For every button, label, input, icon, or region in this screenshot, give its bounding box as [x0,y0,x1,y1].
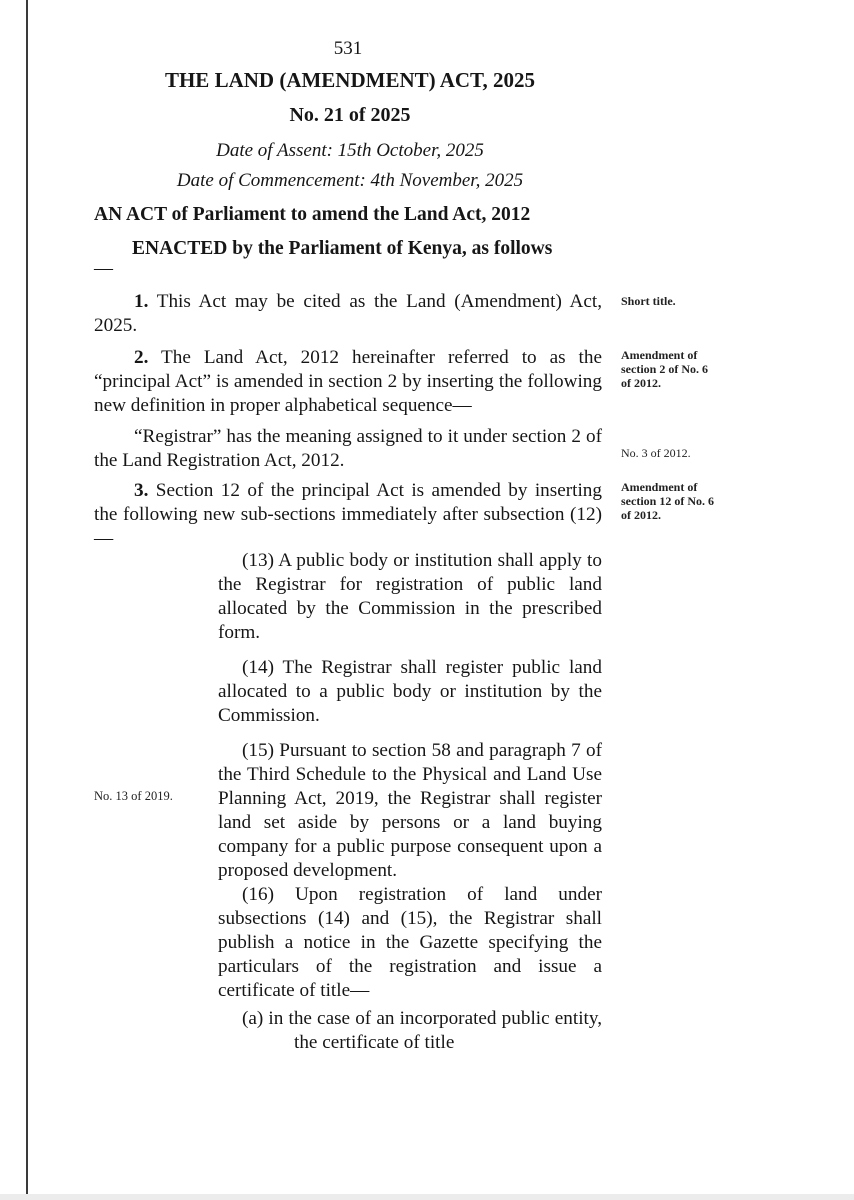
page-binding-edge [26,0,28,1200]
section-2 [94,346,602,418]
enacting-formula: ENACTED by the Parliament of Kenya, as follows [132,238,553,259]
act-title: THE LAND (AMENDMENT) ACT, 2025 [164,68,536,92]
date-of-commencement: Date of Commencement: 4th November, 2025 [176,170,524,191]
paragraph-a: (a) in the case of an incorporated public entity, the certificate of title [242,1008,602,1053]
margin-note-no-13-of-2019: No. 13 of 2019. [94,789,173,803]
date-of-assent: Date of Assent: 15th October, 2025 [216,140,484,161]
act-number: No. 21 of 2025 [289,104,411,126]
page-bottom-margin [0,1194,854,1200]
margin-note-short-title: Short title. [621,294,676,308]
section-3 [94,479,602,551]
subsection-13: (13) A public body or institution shall apply to the Registrar for registration of public land allocated by the Commission in the prescribed form. [218,550,602,643]
section-3-number: 3. [134,480,149,501]
section-3-text: Section 12 of the principal Act is amended by inserting the following new sub-sections immediately after subsection (12) — [94,480,602,549]
margin-note-section-12: Amendment of section 12 of No. 6 of 2012. [621,480,714,522]
margin-note-no-3-of-2012: No. 3 of 2012. [621,446,691,460]
page-number: 531 [333,38,363,59]
section-2-number: 2. [134,347,149,368]
section-1 [94,290,602,338]
subsection-16: (16) Upon registration of land under subsections (14) and (15), the Registrar shall publish a notice in the Gazette specifying the particulars of the registration and issue a certificate of title— [218,884,602,1001]
registrar-definition: “Registrar” has the meaning assigned to it under section 2 of the Land Registration Act, 2012. [94,426,602,471]
section-1-text: This Act may be cited as the Land (Amendment) Act, 2025. [94,291,602,336]
subsection-14: (14) The Registrar shall register public land allocated to a public body or institution by the Commission. [218,657,602,726]
subsection-15: (15) Pursuant to section 58 and paragraph 7 of the Third Schedule to the Physical and Land Use Planning Act, 2019, the Registrar shall register land set aside by persons or a land buying company for a public purpose consequent upon a proposed development. [218,740,602,881]
long-title: AN ACT of Parliament to amend the Land Act, 2012 [94,204,531,225]
margin-note-section-2: Amendment of section 2 of No. 6 of 2012. [621,348,708,390]
section-1-number: 1. [134,291,149,312]
enacting-dash: — [94,258,113,279]
section-2-text: The Land Act, 2012 hereinafter referred to as the “principal Act” is amended in section 2 by inserting the following new definition in proper alphabetical sequence— [94,347,602,416]
